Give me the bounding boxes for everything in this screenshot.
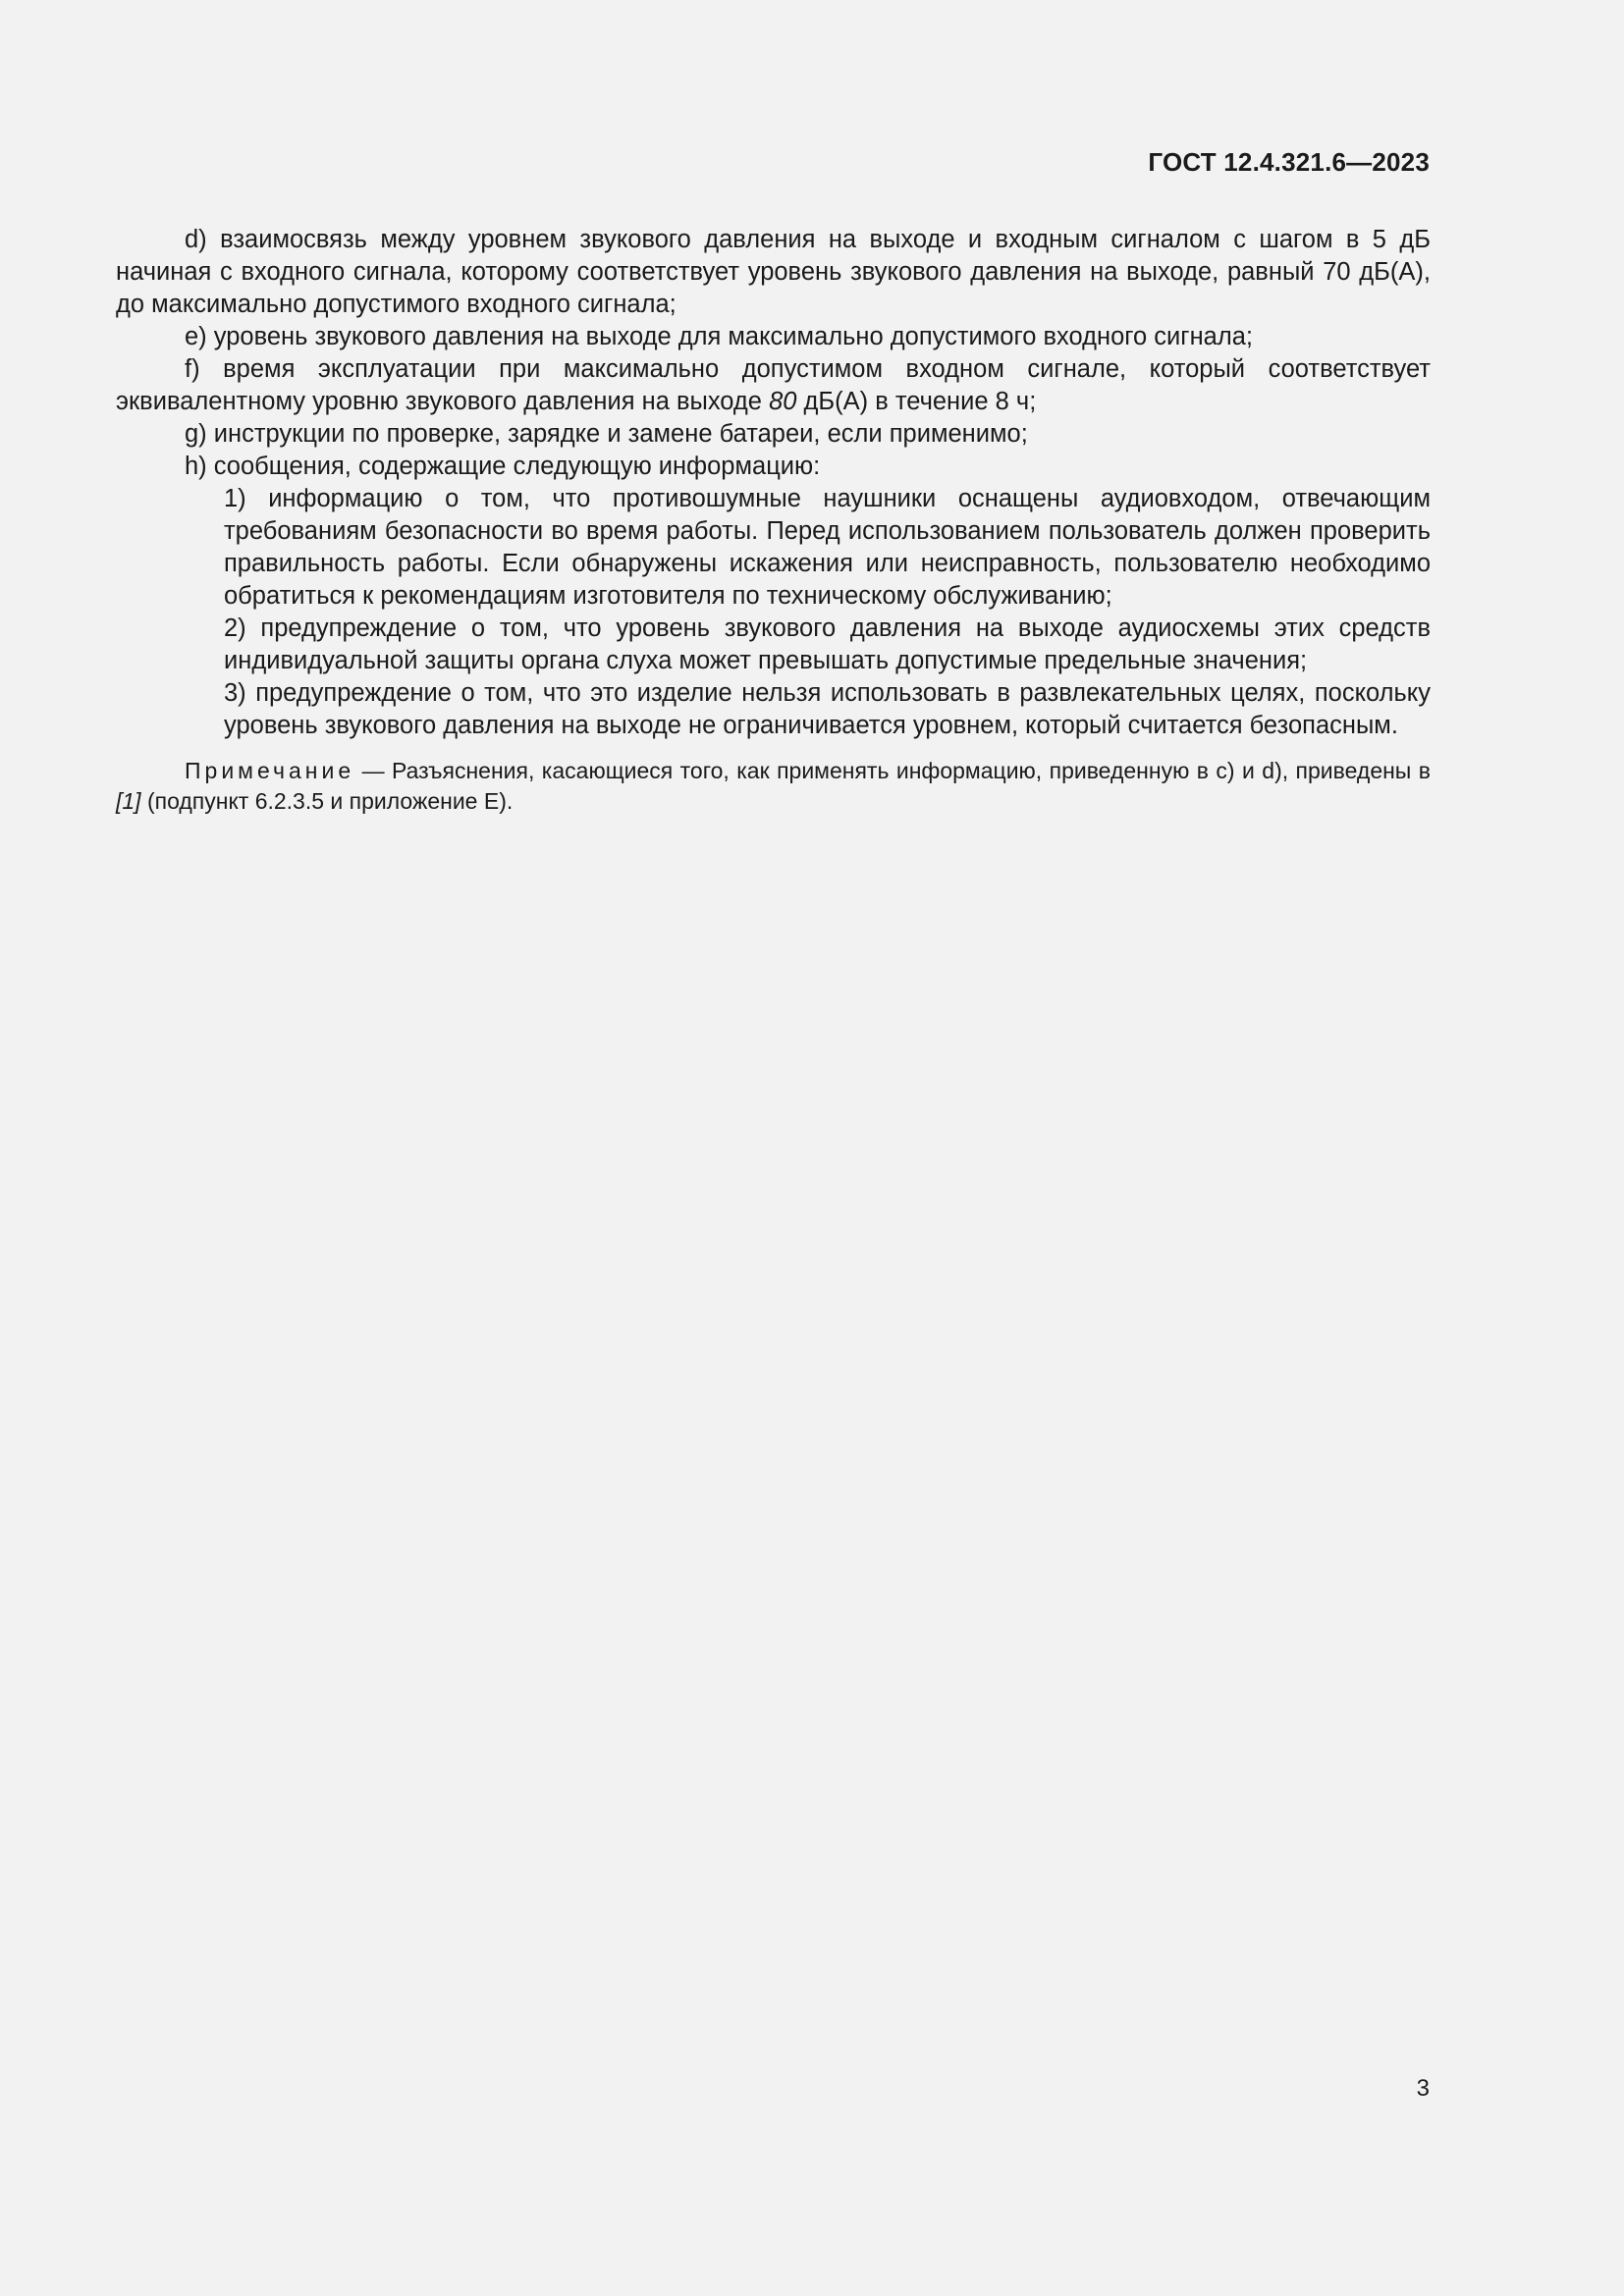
page-number: 3 [1416, 2075, 1430, 2102]
sub-item-3: 3) предупреждение о том, что это изделие нельзя использовать в развлекательных целях, поскольку уровень звукового давления на выходе не ограничивается уровнем, который считается безопасным. [224, 679, 1431, 739]
note-reference: [1] [116, 788, 141, 814]
note-text: — Разъяснения, касающиеся того, как применять информацию, приведенную в с) и d), приведены в [354, 758, 1431, 783]
list-item-f-text: f) время эксплуатации при максимально допустимом входном сигнале, который соответствует эквивалентному уровню звукового давления на выходе [116, 355, 1431, 415]
list-item-h: h) сообщения, содержащие следующую информацию: [185, 453, 821, 480]
list-item-f [116, 353, 1431, 418]
note-label: Примечание [185, 758, 355, 783]
document-body [116, 224, 1431, 839]
list-item-g: g) инструкции по проверке, зарядке и замене батареи, если применимо; [185, 420, 1028, 448]
note-text-end: (подпункт 6.2.3.5 и приложение Е). [140, 788, 514, 814]
document-id: ГОСТ 12.4.321.6—2023 [1148, 147, 1430, 177]
list-item-d: d) взаимосвязь между уровнем звукового давления на выходе и входным сигналом с шагом в 5 дБ начиная с входного сигнала, которому соответствует уровень звукового давления на выходе, равный 70 дБ(А), до максимально допустимого входного сигнала; [116, 226, 1431, 318]
list-item-f-value: 80 [769, 388, 797, 415]
list-item-f-text-end: дБ(А) в течение 8 ч; [796, 388, 1037, 415]
note [116, 756, 1431, 817]
sub-item-2: 2) предупреждение о том, что уровень звукового давления на выходе аудиосхемы этих средств индивидуальной защиты органа слуха может превышать допустимые предельные значения; [224, 614, 1431, 674]
sub-item-1: 1) информацию о том, что противошумные наушники оснащены аудиовходом, отвечающим требованиям безопасности во время работы. Перед использованием пользователь должен проверить правильность работы. Если обнаружены искажения или неисправность, пользователю необходимо обратиться к рекомендациям изготовителя по техническому обслуживанию; [224, 485, 1431, 610]
list-item-e: e) уровень звукового давления на выходе для максимально допустимого входного сигнала; [185, 323, 1253, 350]
